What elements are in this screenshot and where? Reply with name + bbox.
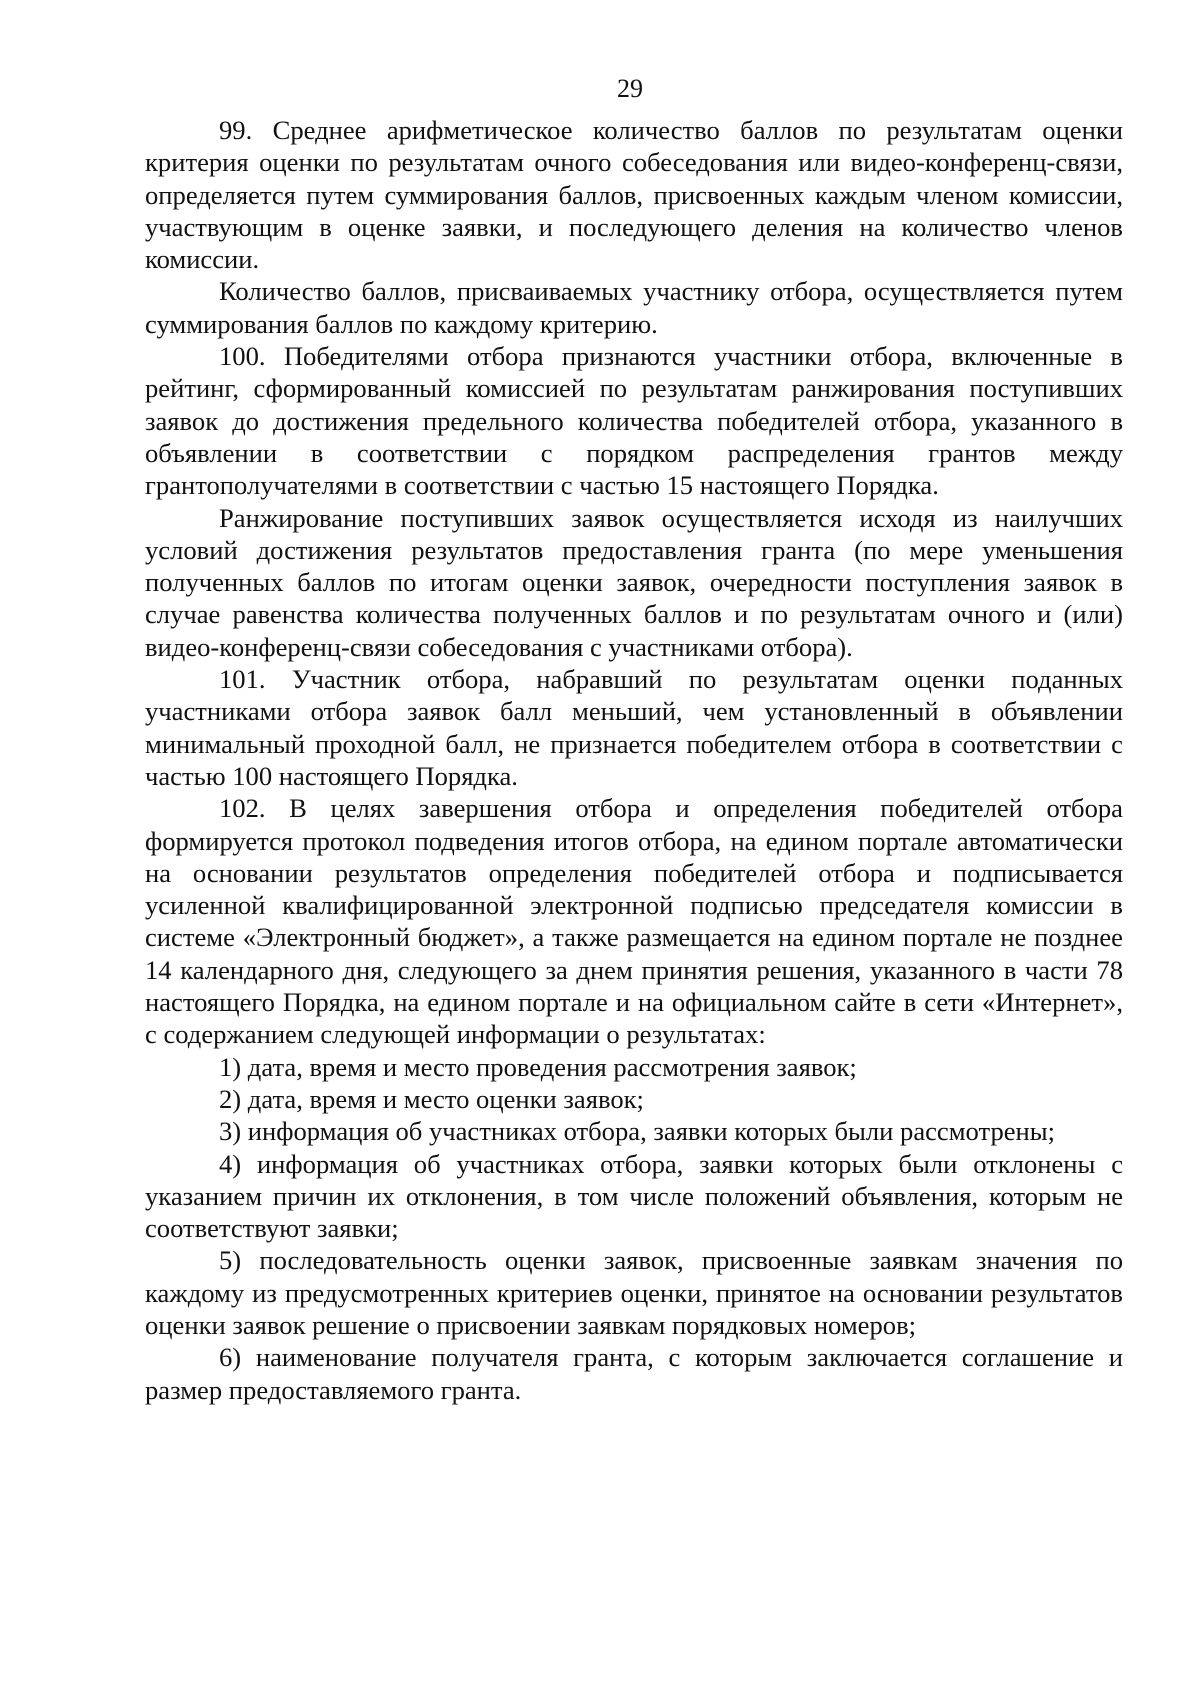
list-item-6: 6) наименование получателя гранта, с которым заключается соглашение и размер предоставляемого гранта. [145, 1342, 1123, 1405]
paragraph-99: 99. Среднее арифметическое количество баллов по результатам оценки критерия оценки по результатам очного собеседования или видео-конференц-связи, определяется путем суммирования баллов, присвоенных каждым членом комиссии, участвующим в оценке заявки, и последующего деления на количество членов комиссии. [145, 115, 1123, 275]
list-item-3: 3) информация об участниках отбора, заявки которых были рассмотрены; [219, 1116, 1056, 1147]
paragraph-scoring-summary: Количество баллов, присваиваемых участнику отбора, осуществляется путем суммирования баллов по каждому критерию. [145, 276, 1123, 339]
list-item-2: 2) дата, время и место оценки заявок; [219, 1083, 644, 1114]
list-item-4: 4) информация об участниках отбора, заявки которых были отклонены с указанием причин их отклонения, в том числе положений объявления, которым не соответствуют заявки; [145, 1148, 1123, 1244]
list-item-1: 1) дата, время и место проведения рассмотрения заявок; [219, 1051, 857, 1082]
paragraph-100: 100. Победителями отбора признаются участники отбора, включенные в рейтинг, сформированный комиссией по результатам ранжирования поступивших заявок до достижения предельного количества победителей отбора, указанного в объявлении в соответствии с порядком распределения грантов между грантополучателями в соответствии с частью 15 настоящего Порядка. [145, 341, 1123, 501]
paragraph-ranking: Ранжирование поступивших заявок осуществляется исходя из наилучших условий достижения результатов предоставления гранта (по мере уменьшения полученных баллов по итогам оценки заявок, очередности поступления заявок в случае равенства количества полученных баллов и по результатам очного и (или) видео-конференц-связи собеседования с участниками отбора). [145, 502, 1123, 662]
page-number: 29 [617, 74, 643, 103]
paragraph-102: 102. В целях завершения отбора и определения победителей отбора формируется протокол подведения итогов отбора, на едином портале автоматически на основании результатов определения победителей отбора и подписывается усиленной квалифицированной электронной подписью председателя комиссии в системе «Электронный бюджет», а также размещается на едином портале не позднее 14 календарного дня, следующего за днем принятия решения, указанного в части 78 настоящего Порядка, на едином портале и на официальном сайте в сети «Интернет», с содержанием следующей информации о результатах: [145, 793, 1123, 1050]
paragraph-101: 101. Участник отбора, набравший по результатам оценки поданных участниками отбора заявок балл меньший, чем установленный в объявлении минимальный проходной балл, не признается победителем отбора в соответствии с частью 100 настоящего Порядка. [145, 664, 1123, 791]
document-body [145, 114, 1123, 1406]
list-item-5: 5) последовательность оценки заявок, присвоенные заявкам значения по каждому из предусмотренных критериев оценки, принятое на основании результатов оценки заявок решение о присвоении заявкам порядковых номеров; [145, 1245, 1123, 1340]
